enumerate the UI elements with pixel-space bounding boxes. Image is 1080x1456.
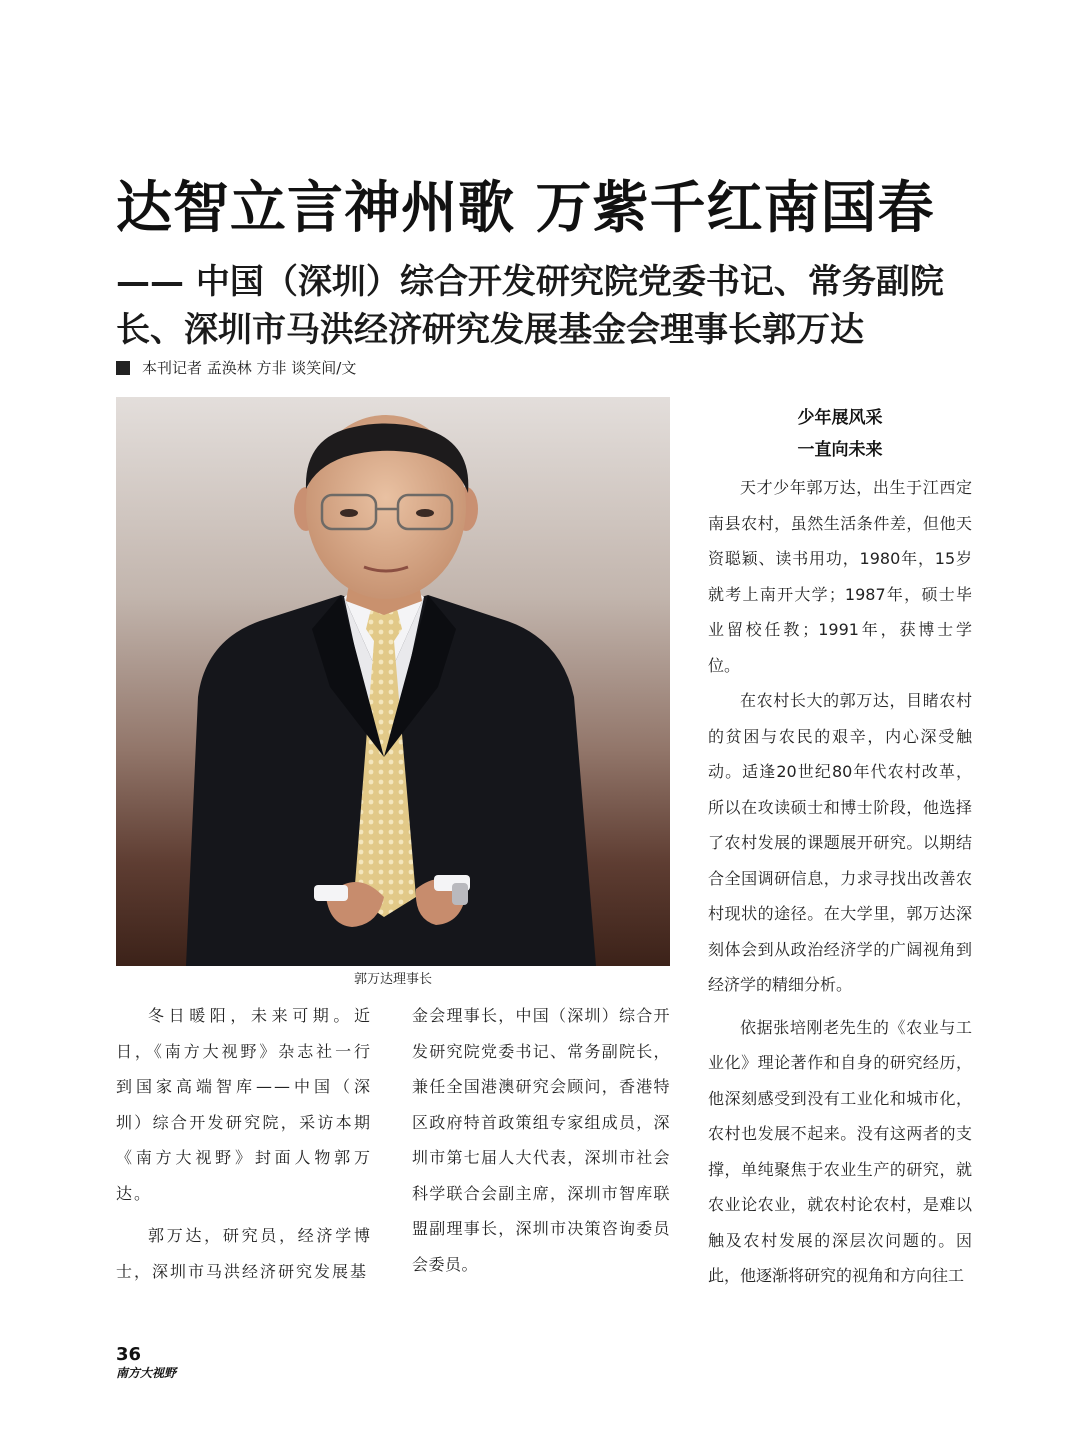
byline-text: 本刊记者 孟涣林 方非 谈笑间/文: [142, 359, 357, 377]
magazine-logo: 南方大视野: [116, 1366, 177, 1380]
byline: [116, 356, 356, 380]
right-paragraph-2: 在农村长大的郭万达，目睹农村的贫困与农民的艰辛，内心深受触动。适逢20世纪80年代农村改革，所以在攻读硕士和博士阶段，他选择了农村发展的课题展开研究。以期结合全国调研信息，力求寻找出改善农村现状的途径。在大学里，郭万达深刻体会到从政治经济学的广阔视角到经济学的精细分析。: [708, 691, 972, 994]
left-paragraph-2: 郭万达，研究员，经济学博士，深圳市马洪经济研究发展基: [116, 1226, 372, 1281]
portrait-illustration: [116, 397, 670, 966]
portrait-photo: [116, 397, 670, 966]
article-subtitle: —— 中国（深圳）综合开发研究院党委书记、常务副院长、深圳市马洪经济研究发展基金会理事长郭万达: [116, 262, 944, 350]
middle-column: [412, 998, 670, 1282]
article-title: 达智立言神州歌 万紫千红南国春: [116, 175, 935, 241]
middle-paragraph-1: 金会理事长，中国（深圳）综合开发研究院党委书记、常务副院长，兼任全国港澳研究会顾问，香港特区政府特首政策组专家组成员，深圳市第七届人大代表，深圳市社会科学联合会副主席，深圳市智库联盟副理事长，深圳市决策咨询委员会委员。: [412, 1006, 670, 1274]
right-paragraph-1: 天才少年郭万达，出生于江西定南县农村，虽然生活条件差，但他天资聪颖、读书用功，1980年，15岁就考上南开大学；1987年，硕士毕业留校任教；1991年，获博士学位。: [708, 478, 972, 675]
left-column: [116, 998, 372, 1289]
photo-caption: 郭万达理事长: [353, 972, 432, 987]
byline-square-icon: [116, 361, 130, 375]
section-heading-line1: 少年展风采: [797, 408, 883, 428]
right-paragraph-3: 依据张培刚老先生的《农业与工业化》理论著作和自身的研究经历，他深刻感受到没有工业化和城市化，农村也发展不起来。没有这两者的支撑，单纯聚焦于农业生产的研究，就农业论农业，就农村论农村，是难以触及农村发展的深层次问题的。因此，他逐渐将研究的视角和方向往工: [708, 1017, 972, 1285]
section-heading: [708, 402, 972, 466]
right-column: [708, 470, 972, 1294]
page-number: 36: [116, 1344, 142, 1365]
section-heading-line2: 一直向未来: [797, 440, 883, 460]
left-paragraph-1: 冬日暖阳，未来可期。近日，《南方大视野》杂志社一行到国家高端智库——中国（深圳）综合开发研究院，采访本期《南方大视野》封面人物郭万达。: [116, 1006, 372, 1203]
